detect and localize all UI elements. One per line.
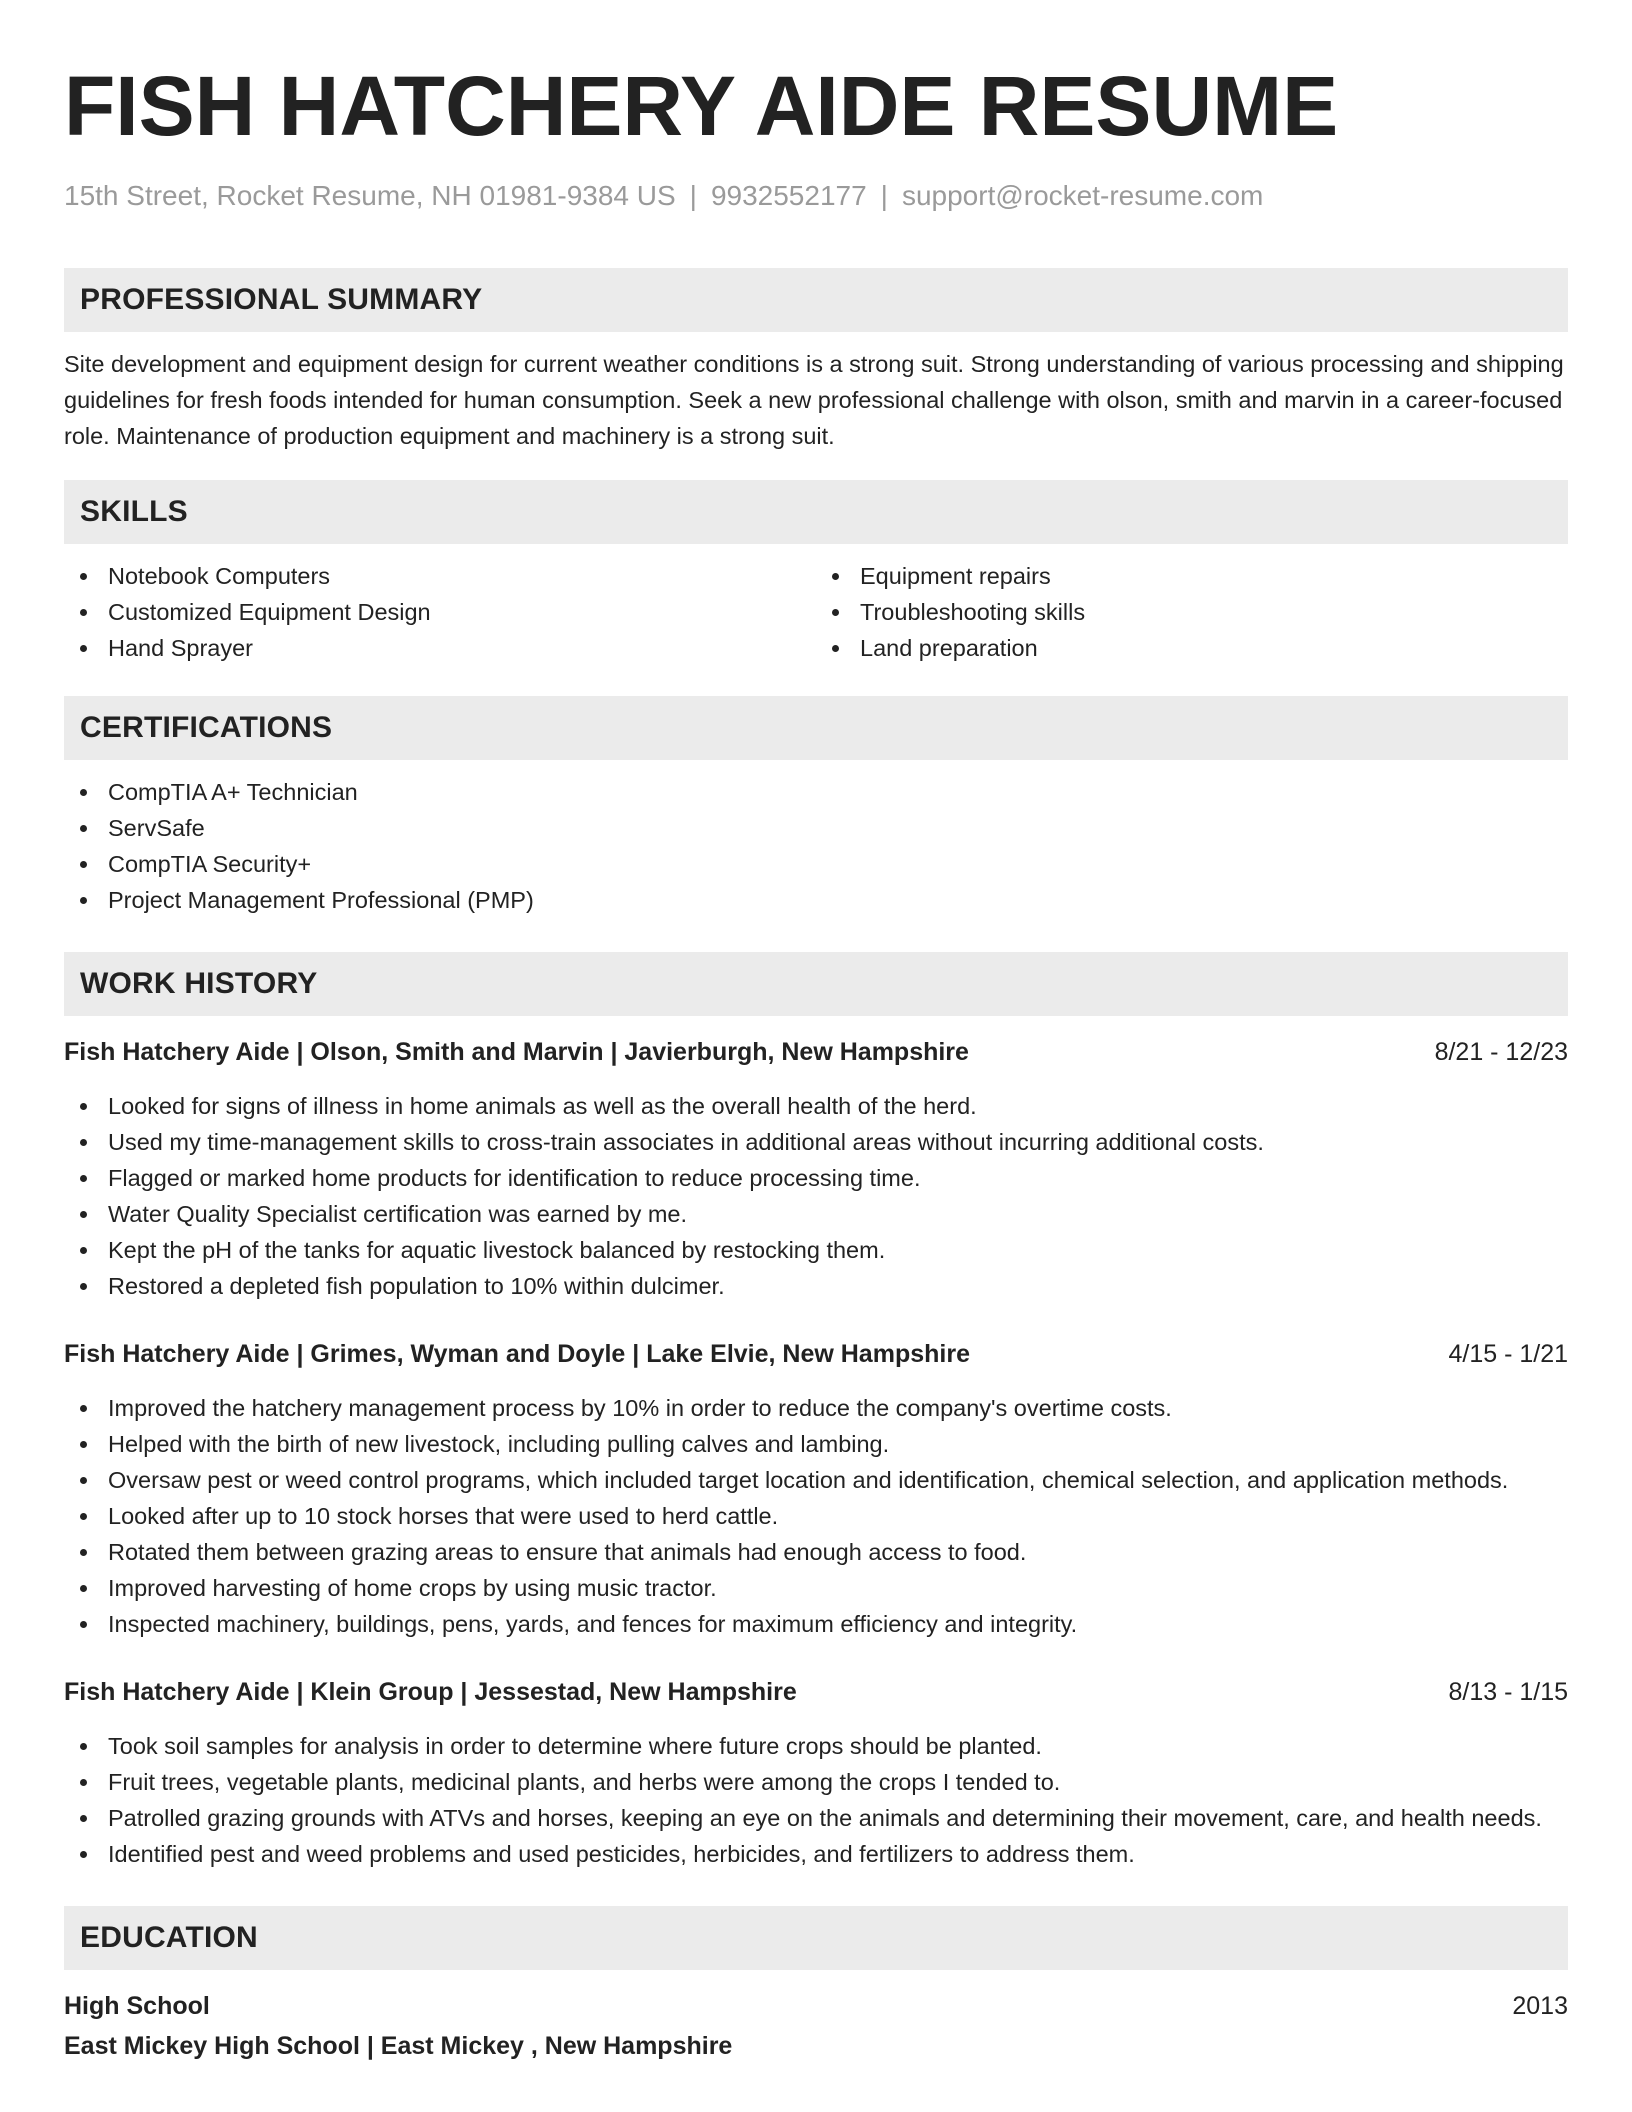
job-bullet: Water Quality Specialist certification was earned by me.: [64, 1196, 1568, 1232]
job-bullet: Improved the hatchery management process by 10% in order to reduce the company's overtime costs.: [64, 1390, 1568, 1426]
section-header-summary: [64, 268, 1568, 332]
job-bullet: Kept the pH of the tanks for aquatic livestock balanced by restocking them.: [64, 1232, 1568, 1268]
skill-item: Land preparation: [816, 630, 1568, 666]
summary-text: Site development and equipment design for current weather conditions is a strong suit. Strong understanding of various processing and shipping guidelines for fresh foods intended for human consumption. Seek a new professional challenge with olson, smith and marvin in a career-focused role. Maintenance of production equipment and machinery is a strong suit.: [64, 351, 1564, 449]
certification-item: CompTIA A+ Technician: [64, 774, 1568, 810]
skill-item: Equipment repairs: [816, 558, 1568, 594]
education-school: East Mickey High School | East Mickey , New Hampshire: [64, 2032, 733, 2060]
skill-item: Troubleshooting skills: [816, 594, 1568, 630]
contact-address: 15th Street, Rocket Resume, NH 01981-9384 US: [64, 180, 676, 211]
section-header-certifications: [64, 696, 1568, 760]
job-entry: [64, 1674, 1568, 1872]
job-dates: 4/15 - 1/21: [1448, 1340, 1568, 1368]
job-heading: Fish Hatchery Aide | Olson, Smith and Marvin | Javierburgh, New Hampshire: [64, 1038, 969, 1066]
contact-line: [64, 178, 1568, 214]
job-bullets: [64, 1088, 1568, 1304]
job-heading: Fish Hatchery Aide | Klein Group | Jessestad, New Hampshire: [64, 1678, 797, 1706]
job-heading: Fish Hatchery Aide | Grimes, Wyman and Doyle | Lake Elvie, New Hampshire: [64, 1340, 970, 1368]
job-bullet: Took soil samples for analysis in order to determine where future crops should be planted.: [64, 1728, 1568, 1764]
contact-separator: |: [880, 180, 888, 211]
certification-item: Project Management Professional (PMP): [64, 882, 1568, 918]
job-bullet: Oversaw pest or weed control programs, which included target location and identification, chemical selection, and application methods.: [64, 1462, 1568, 1498]
section-title-certifications: CERTIFICATIONS: [80, 711, 333, 744]
section-title-skills: SKILLS: [80, 495, 188, 528]
job-bullet: Looked after up to 10 stock horses that were used to herd cattle.: [64, 1498, 1568, 1534]
job-bullet: Rotated them between grazing areas to ensure that animals had enough access to food.: [64, 1534, 1568, 1570]
section-header-education: [64, 1906, 1568, 1970]
contact-phone: 9932552177: [710, 180, 867, 211]
education-year: 2013: [1512, 1992, 1568, 2020]
job-dates: 8/13 - 1/15: [1448, 1678, 1568, 1706]
job-bullet: Looked for signs of illness in home animals as well as the overall health of the herd.: [64, 1088, 1568, 1124]
job-bullet: Improved harvesting of home crops by using music tractor.: [64, 1570, 1568, 1606]
contact-email[interactable]: support@rocket-resume.com: [901, 180, 1264, 211]
job-bullet: Restored a depleted fish population to 10% within dulcimer.: [64, 1268, 1568, 1304]
skill-item: Hand Sprayer: [64, 630, 816, 666]
skills-list: [64, 558, 1568, 666]
job-header: [64, 1336, 1568, 1372]
job-bullets: [64, 1390, 1568, 1642]
job-bullet: Inspected machinery, buildings, pens, yards, and fences for maximum efficiency and integrity.: [64, 1606, 1568, 1642]
job-bullet: Flagged or marked home products for identification to reduce processing time.: [64, 1160, 1568, 1196]
job-header: [64, 1674, 1568, 1710]
skill-item: Customized Equipment Design: [64, 594, 816, 630]
job-bullet: Patrolled grazing grounds with ATVs and horses, keeping an eye on the animals and determining their movement, care, and health needs.: [64, 1800, 1568, 1836]
job-dates: 8/21 - 12/23: [1434, 1038, 1568, 1066]
resume-title: FISH HATCHERY AIDE RESUME: [64, 59, 1339, 153]
contact-separator: |: [689, 180, 697, 211]
certification-item: ServSafe: [64, 810, 1568, 846]
certifications-list: [64, 774, 1568, 918]
job-bullet: Helped with the birth of new livestock, including pulling calves and lambing.: [64, 1426, 1568, 1462]
section-title-summary: PROFESSIONAL SUMMARY: [80, 283, 483, 316]
job-entry: [64, 1034, 1568, 1304]
job-bullets: [64, 1728, 1568, 1872]
job-header: [64, 1034, 1568, 1070]
skills-column-left: [64, 558, 816, 666]
section-title-education: EDUCATION: [80, 1921, 258, 1954]
certification-item: CompTIA Security+: [64, 846, 1568, 882]
education-degree: High School: [64, 1992, 210, 2020]
job-bullet: Identified pest and weed problems and used pesticides, herbicides, and fertilizers to address them.: [64, 1836, 1568, 1872]
job-bullet: Used my time-management skills to cross-train associates in additional areas without incurring additional costs.: [64, 1124, 1568, 1160]
skills-column-right: [816, 558, 1568, 666]
job-entry: [64, 1336, 1568, 1642]
section-header-work: [64, 952, 1568, 1016]
job-bullet: Fruit trees, vegetable plants, medicinal plants, and herbs were among the crops I tended to.: [64, 1764, 1568, 1800]
education-header: [64, 1988, 1568, 2024]
section-header-skills: [64, 480, 1568, 544]
section-title-work: WORK HISTORY: [80, 967, 318, 1000]
skill-item: Notebook Computers: [64, 558, 816, 594]
